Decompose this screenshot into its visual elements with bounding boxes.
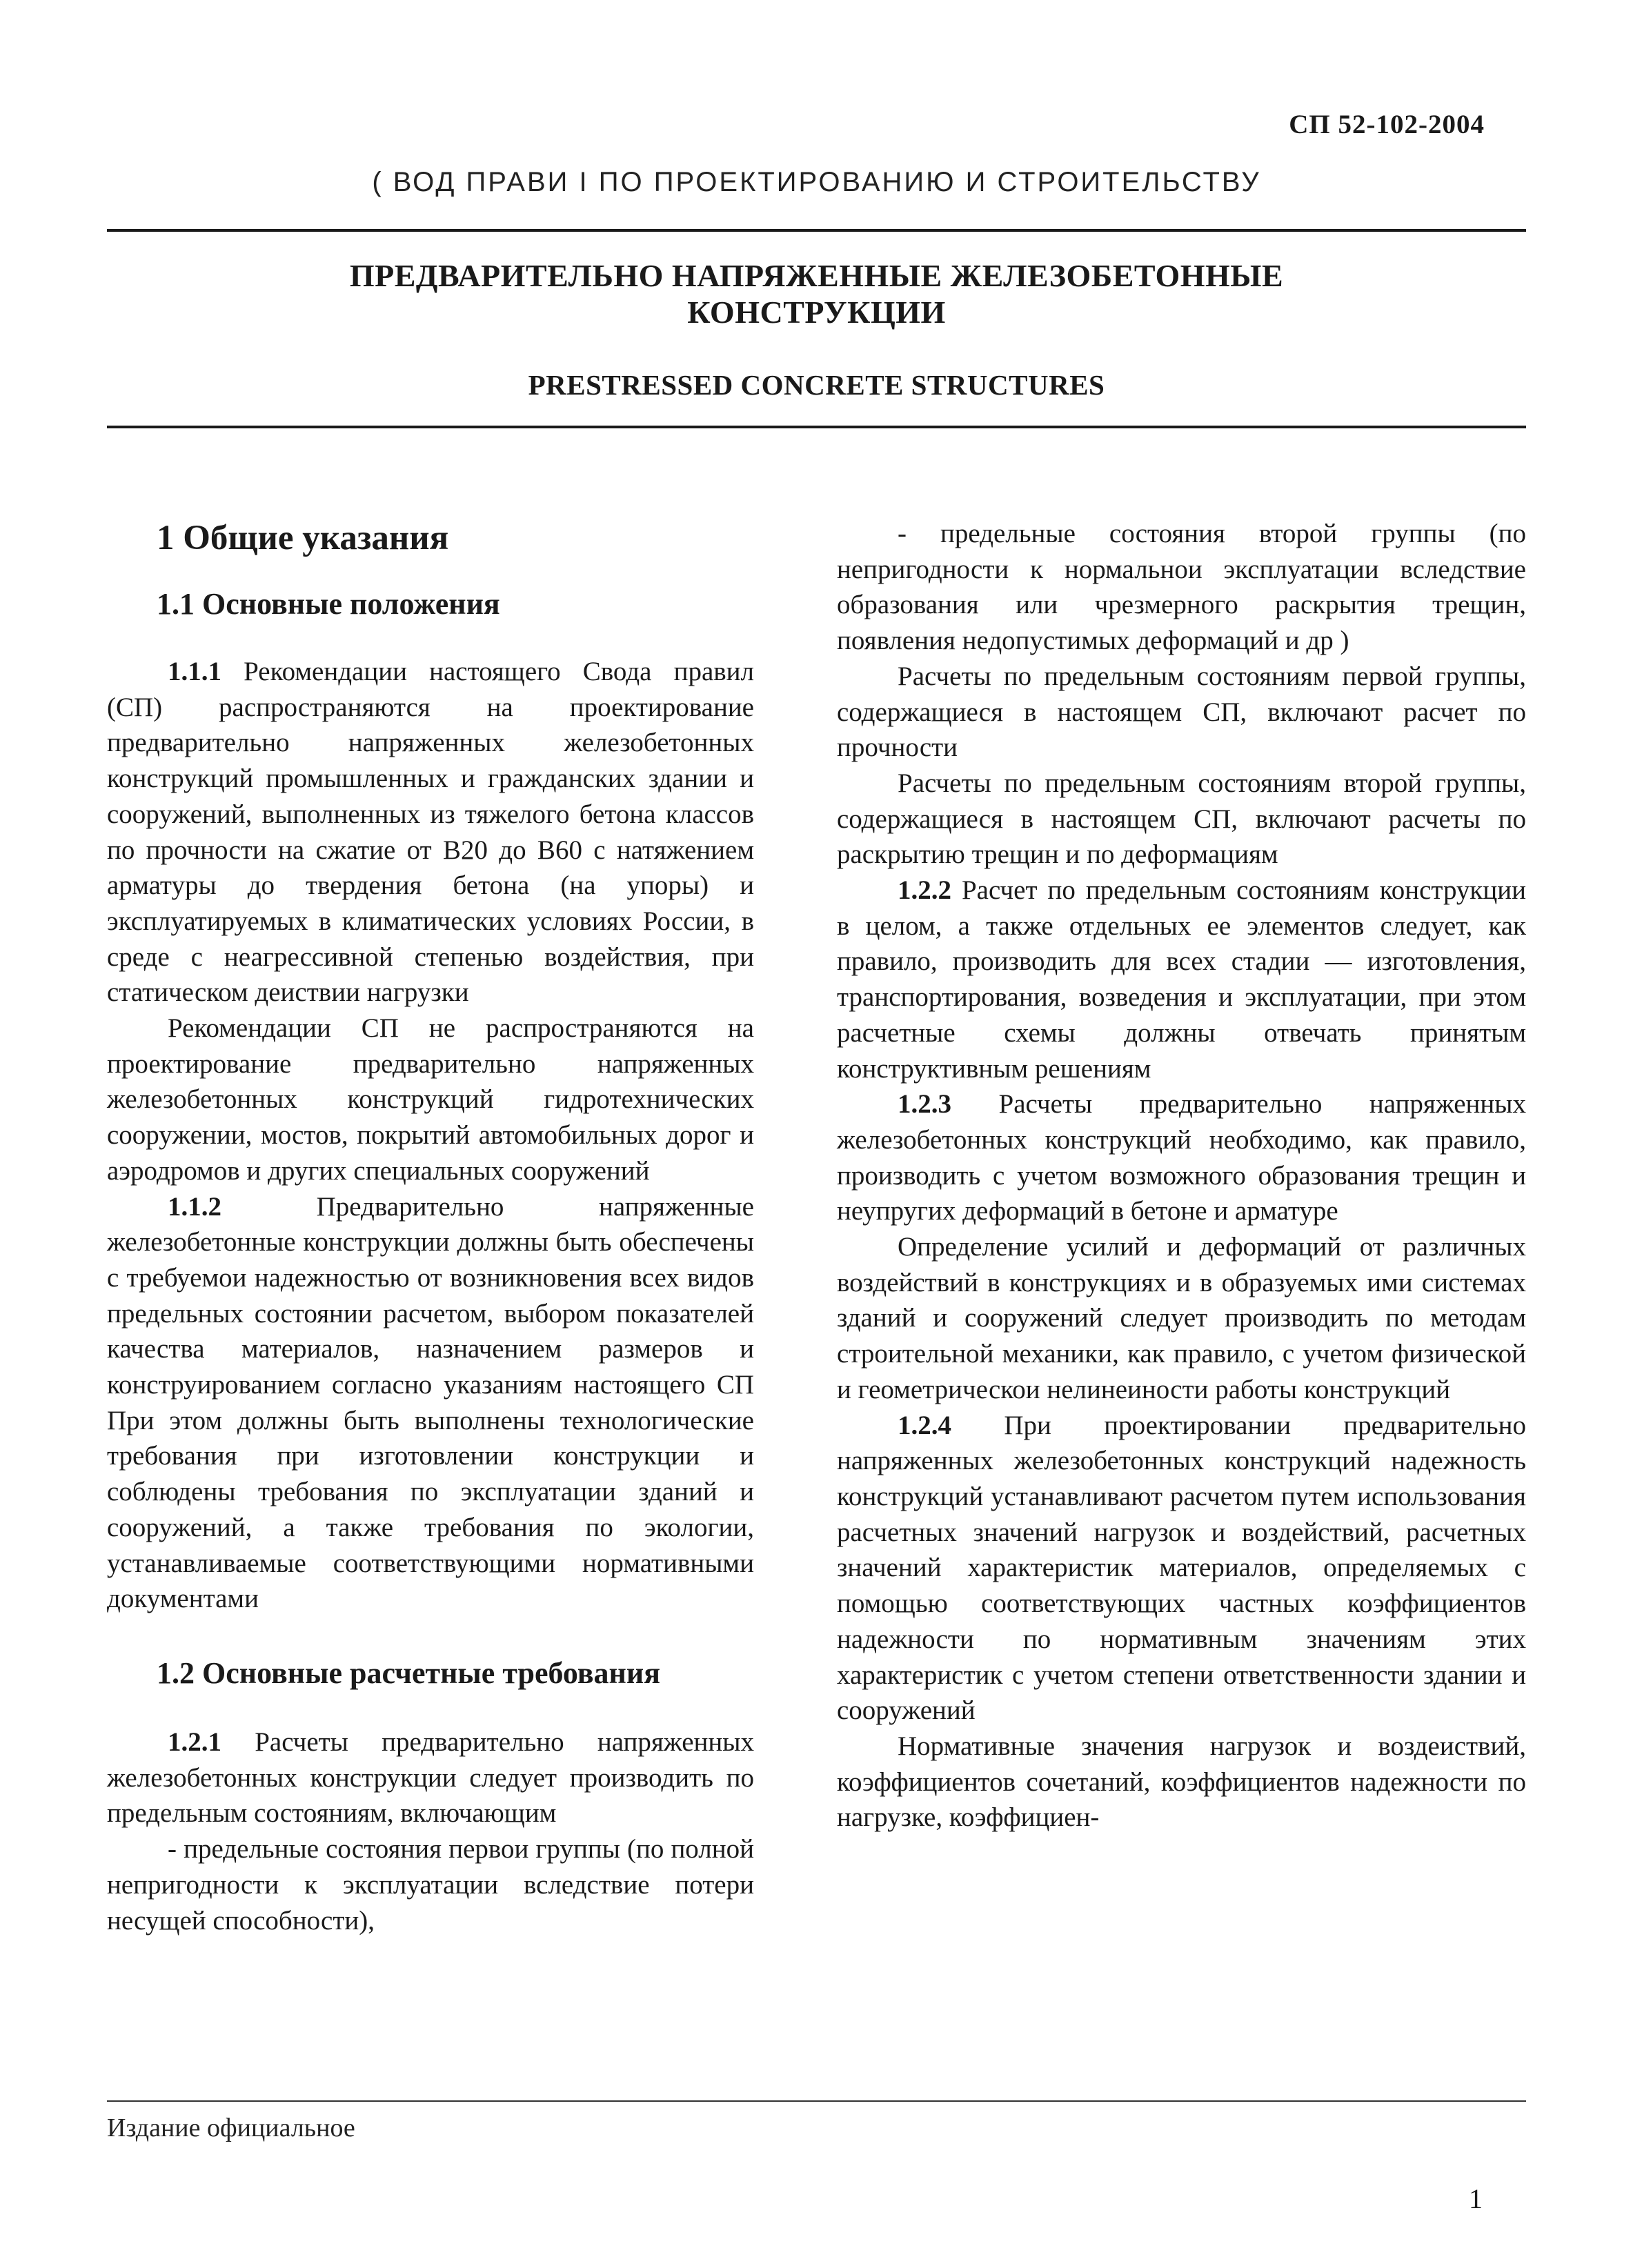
clause-number: 1.1.1 bbox=[168, 657, 221, 686]
paragraph-1-2-4-b: Нормативные значения нагрузок и воздеиствий, коэффициентов сочетаний, коэффициентов надежности по нагрузке, коэффициен- bbox=[837, 1731, 1526, 1833]
clause-number: 1.2.3 bbox=[898, 1089, 951, 1120]
list-item-second-group: - предельные состояния второй группы (по непригодности к нормальнои эксплуатации вследствие образования или чрезмерного раскрытия трещин, появления недопустимых деформаций и др ) bbox=[837, 519, 1526, 656]
clause-number: 1.2.2 bbox=[898, 875, 951, 906]
paragraph-1-1-2 bbox=[107, 1189, 754, 1617]
document-title-en: PRESTRESSED CONCRETE STRUCTURES bbox=[528, 369, 1105, 401]
section-heading-1: 1 Общие указания bbox=[157, 519, 449, 557]
header-rule-bottom bbox=[107, 426, 1526, 428]
paragraph-1-1-1-b: Рекомендации СП не распространяются на проектирование предварительно напряженных железобетонных конструкций гидротехнических сооружении, мостов, покрытий автомобильных дорог и аэродромов и других специальных сооружений bbox=[107, 1013, 754, 1186]
section-heading-1-2: 1.2 Основные расчетные требования bbox=[157, 1655, 661, 1690]
clause-number: 1.1.2 bbox=[168, 1191, 221, 1222]
right-column bbox=[837, 516, 1526, 1836]
clause-number: 1.2.4 bbox=[898, 1410, 951, 1440]
list-item-first-group: - предельные состояния первои группы (по полной непригодности к эксплуатации вследствие потери несущей способности), bbox=[107, 1834, 754, 1936]
paragraph-1-2-3-b: Определение усилий и деформаций от различных воздействий в конструкциях и в образуемых ими системах зданий и сооружений следует производить по методам строительной механики, как правило, с учетом физической и геометрическои нелинеиности работы конструкций bbox=[837, 1232, 1526, 1404]
page-number: 1 bbox=[1469, 2183, 1483, 2214]
paragraph-second-group-calc: Расчеты по предельным состояниям второй группы, содержащиеся в настоящем СП, включают расчеты по раскрытию трещин и по деформациям bbox=[837, 768, 1526, 870]
paragraph-text: Расчет по предельным состояниям конструкции в целом, а также отдельных ее элементов следует, как правило, производить для всех стадии — изготовления, транспортирования, возведения и эксплуатации, при этом расчетные схемы должны отвечать принятым конструктивным решениям bbox=[837, 875, 1526, 1084]
title-ru-line1: ПРЕДВАРИТЕЛЬНО НАПРЯЖЕННЫЕ ЖЕЛЕЗОБЕТОННЫЕ bbox=[349, 258, 1284, 293]
official-edition-note: Издание официальное bbox=[107, 2113, 355, 2142]
footer-rule bbox=[107, 2100, 1526, 2102]
paragraph-1-2-2 bbox=[837, 873, 1526, 1086]
clause-number: 1.2.1 bbox=[168, 1727, 221, 1757]
paragraph-text: Расчеты предварительно напряженных железобетонных конструкций необходимо, как правило, производить с учетом возможного образования трещин и неупругих деформаций в бетоне и арматуре bbox=[837, 1089, 1527, 1226]
left-column bbox=[107, 502, 754, 1938]
code-series-title: ( ВОД ПРАВИ I ПО ПРОЕКТИРОВАНИЮ И СТРОИТЕЛЬСТВУ bbox=[372, 167, 1261, 197]
paragraph-1-2-3 bbox=[837, 1086, 1526, 1229]
title-ru-line2: КОНСТРУКЦИИ bbox=[687, 295, 946, 330]
paragraph-1-2-4 bbox=[837, 1408, 1526, 1729]
document-title-ru bbox=[0, 257, 1633, 330]
paragraph-text: При проектировании предварительно напряженных железобетонных конструкций надежность конструкций устанавливают расчетом путем использования расчетных значений нагрузок и воздействий, расчетных значений характеристик материалов, определяемых с помощью соответствующих частных коэффициентов надежности по нормативным значениям этих характеристик с учетом степени ответственности здании и сооружений bbox=[837, 1410, 1526, 1726]
paragraph-text: Расчеты предварительно напряженных железобетонных конструкции следует производить по предельным состояниям, включающим bbox=[107, 1727, 754, 1829]
paragraph-text: Рекомендации настоящего Свода правил (СП) распространяются на проектирование предварительно напряженных железобетонных конструкций промышленных и гражданских здании и сооружений, выполненных из тяжелого бетона классов по прочности на сжатие от В20 до В60 с натяжением арматуры до твердения бетона (на упоры) и эксплуатируемых в климатических условиях России, в среде с неагрессивной степенью воздействия, при статическом деиствии нагрузки bbox=[107, 657, 755, 1008]
document-code: СП 52-102-2004 bbox=[1289, 110, 1485, 139]
paragraph-first-group-calc: Расчеты по предельным состояниям первой группы, содержащиеся в настоящем СП, включают расчет по прочности bbox=[837, 661, 1526, 763]
paragraph-1-1-1 bbox=[107, 654, 754, 1011]
paragraph-text: Предварительно напряженные железобетонные конструкции должны быть обеспечены с требуемои надежностью от возникновения всех видов предельных состоянии расчетом, выбором показателей качества материалов, назначением размеров и конструированием согласно указаниям настоящего СП При этом должны быть выполнены технологические требования при изготовлении конструкции и соблюдены требования по эксплуатации зданий и сооружений, а также требования по экологии, устанавливаемые соответствующими нормативными документами bbox=[107, 1191, 754, 1614]
header-rule-top bbox=[107, 229, 1526, 232]
section-heading-1-1: 1.1 Основные положения bbox=[157, 587, 500, 621]
paragraph-1-2-1 bbox=[107, 1724, 754, 1831]
